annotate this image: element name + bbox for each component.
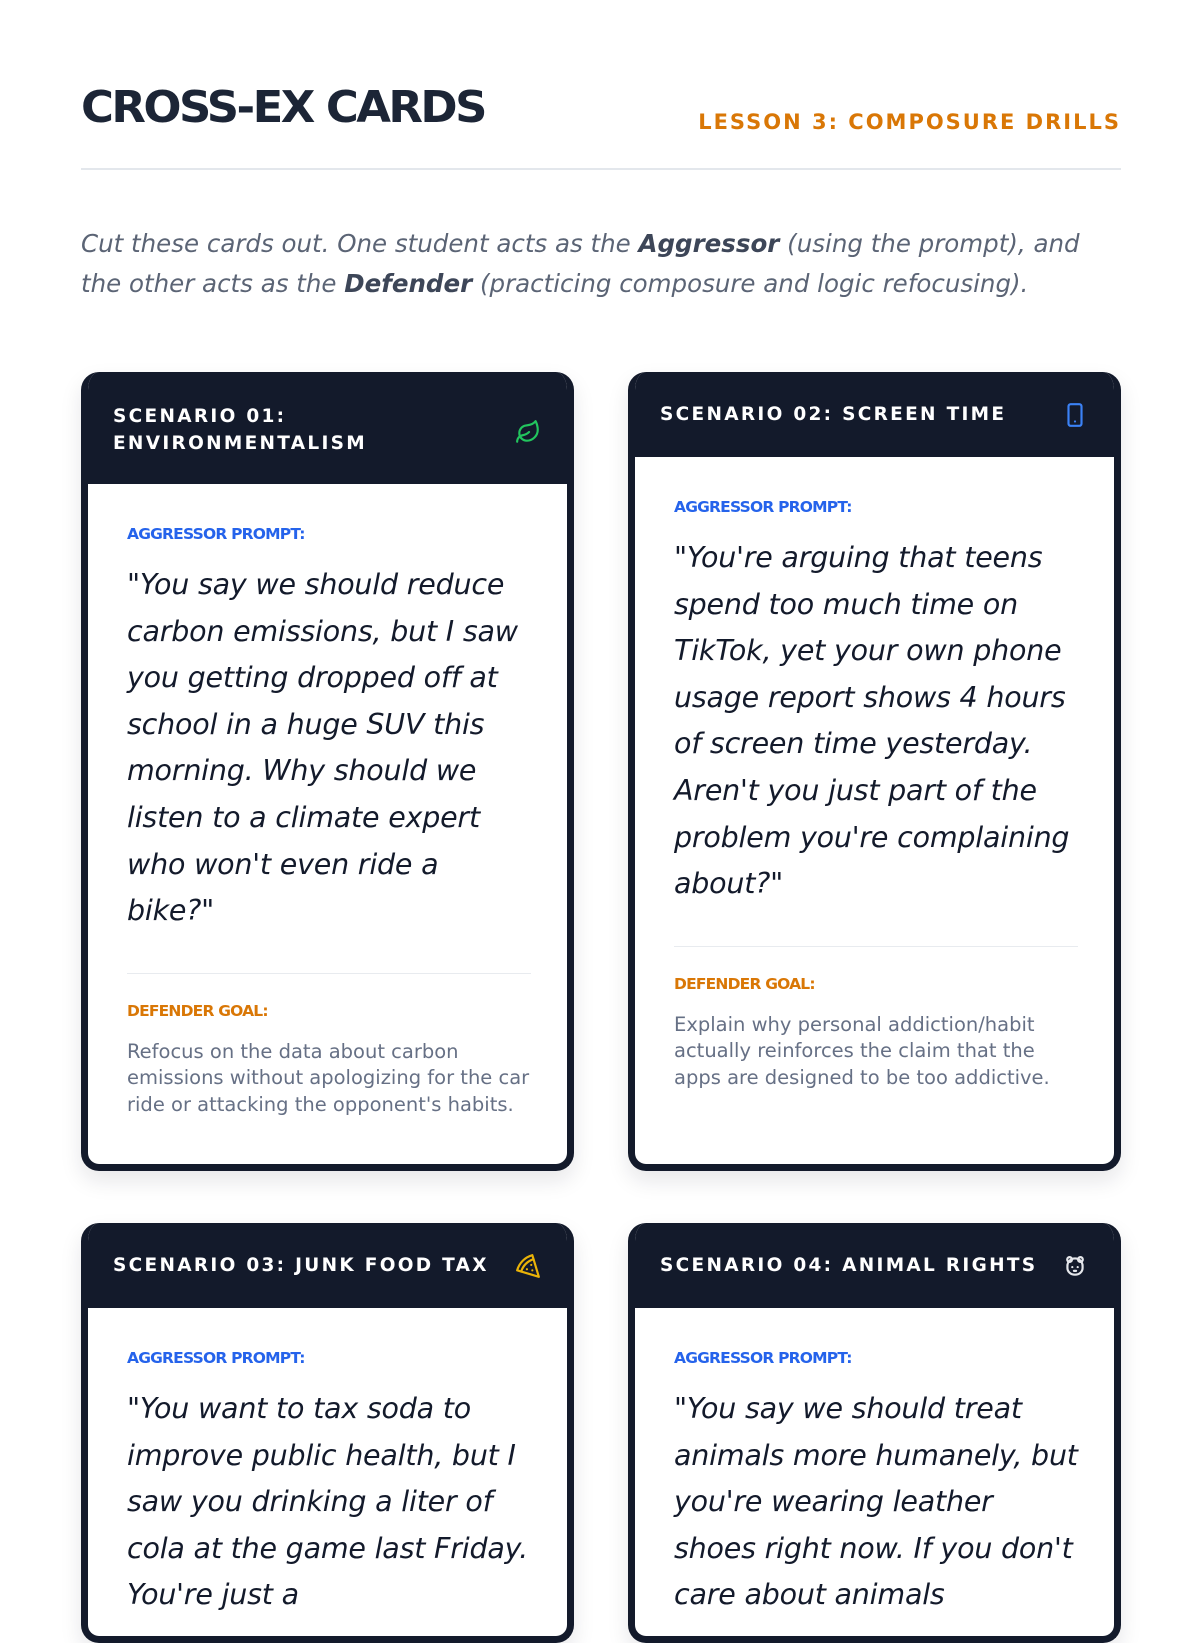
card-body (635, 1308, 1114, 1619)
aggressor-label: AGGRESSOR PROMPT: (127, 1349, 305, 1367)
card-body (88, 1308, 567, 1619)
card-header (635, 372, 1114, 457)
card-title: SCENARIO 04: ANIMAL RIGHTS (660, 1255, 1038, 1276)
defender-label: DEFENDER GOAL: (127, 1001, 268, 1020)
card-title-line-1: SCENARIO 01: (113, 405, 287, 427)
aggressor-prompt: "You're arguing that teens spend too much time on TikTok, yet your own phone usage report shows 4 hours of screen time yesterday. Aren't you just part of the problem you're complaining about?" (674, 541, 1070, 901)
aggressor-label: AGGRESSOR PROMPT: (674, 498, 852, 516)
card-title: SCENARIO 02: SCREEN TIME (660, 404, 1007, 425)
lesson-label: LESSON 3: COMPOSURE DRILLS (698, 110, 1121, 134)
instructions (81, 224, 1121, 304)
card-header (88, 372, 567, 484)
leaf-icon (514, 418, 542, 446)
page-title: CROSS-EX CARDS (81, 82, 485, 133)
card-title (113, 403, 367, 457)
instructions-text-2: (using the prompt), and the other acts as the (81, 229, 1080, 298)
aggressor-prompt: "You want to tax soda to improve public health, but I saw you drinking a liter of cola at the game last Friday. You're just a (127, 1392, 528, 1612)
card-body (635, 457, 1114, 1091)
aggressor-label: AGGRESSOR PROMPT: (127, 525, 305, 543)
card-header (635, 1223, 1114, 1308)
defender-goal: Explain why personal addiction/habit actually reinforces the claim that the apps are designed to be too addictive. (674, 1012, 1050, 1089)
scenario-card-04 (628, 1223, 1121, 1643)
aggressor-prompt: "You say we should reduce carbon emissions, but I saw you getting dropped off at school in a huge SUV this morning. Why should we listen to a climate expert who won't even ride a bike?" (127, 568, 518, 928)
pizza-icon (514, 1252, 542, 1280)
card-title: SCENARIO 03: JUNK FOOD TAX (113, 1255, 489, 1276)
defender-goal: Refocus on the data about carbon emissions without apologizing for the car ride or attacking the opponent's habits. (127, 1039, 530, 1116)
scenario-card-02 (628, 372, 1121, 1171)
scenario-card-03 (81, 1223, 574, 1643)
paw-icon (1061, 1252, 1089, 1280)
aggressor-prompt: "You say we should treat animals more humanely, but you're wearing leather shoes right now. If you don't care about animals (674, 1392, 1078, 1612)
defender-label: DEFENDER GOAL: (674, 974, 815, 993)
card-body (88, 484, 567, 1118)
instructions-text-1: Cut these cards out. One student acts as the (81, 229, 639, 258)
card-header (88, 1223, 567, 1308)
instructions-text-3: (practicing composure and logic refocusing). (472, 269, 1029, 298)
phone-icon (1061, 401, 1089, 429)
page-header (81, 80, 1121, 170)
card-title-line-2: ENVIRONMENTALISM (113, 432, 368, 454)
aggressor-label: AGGRESSOR PROMPT: (674, 1349, 852, 1367)
defender-term: Defender (344, 269, 473, 298)
card-divider (674, 946, 1078, 947)
scenario-card-01 (81, 372, 574, 1171)
aggressor-term: Aggressor (638, 229, 780, 258)
card-divider (127, 973, 531, 974)
